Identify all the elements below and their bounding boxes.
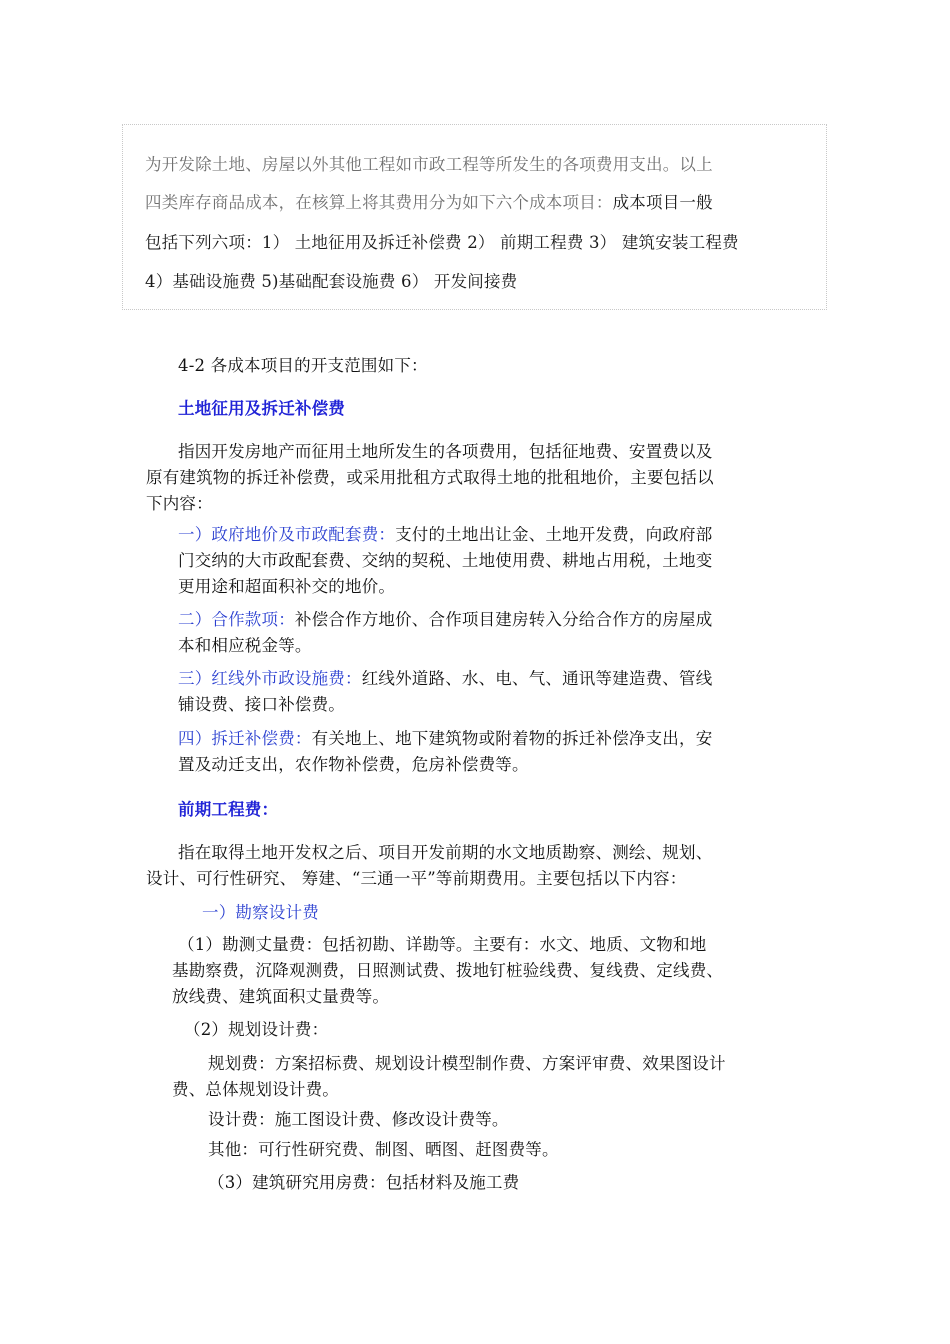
land-item-4-label: 四）拆迁补偿费： <box>178 729 312 748</box>
land-item-2-text: 补偿合作方地价、合作项目建房转入分给合作方的房屋成 <box>294 610 713 629</box>
land-para-line-1: 指因开发房地产而征用土地所发生的各项费用，包括征地费、安置费以及 <box>178 442 713 461</box>
land-item-4 <box>178 725 712 749</box>
land-item-2-label: 二）合作款项： <box>178 610 295 629</box>
land-item-1-line-2: 门交纳的大市政配套费、交纳的契税、土地使用费、耕地占用税，土地变 <box>178 551 713 570</box>
land-item-3-text: 红线外道路、水、电、气、通讯等建造费、管线 <box>361 669 713 688</box>
pre-s2: （2）规划设计费： <box>184 1020 329 1039</box>
intro-line-2a: 四类库存商品成本，在核算上将其费用分为如下六个成本项目： <box>145 193 613 212</box>
intro-line-4: 4）基础设施费 5)基础配套设施费 6） 开发间接费 <box>145 272 518 291</box>
land-item-3-line-2: 铺设费、接口补偿费。 <box>178 695 345 714</box>
land-item-4-line-2: 置及动迁支出，农作物补偿费，危房补偿费等。 <box>178 755 529 774</box>
intro-line-2b: 成本项目一般 <box>612 193 713 212</box>
pre-s2-a-line-2: 费、总体规划设计费。 <box>172 1080 339 1099</box>
land-item-1-label: 一）政府地价及市政配套费： <box>178 525 396 544</box>
pre-para-line-1: 指在取得土地开发权之后、项目开发前期的水文地质勘察、测绘、规划、 <box>178 843 713 862</box>
heading-pre: 前期工程费： <box>178 800 279 819</box>
land-item-1-line-3: 更用途和超面积补交的地价。 <box>178 577 396 596</box>
pre-s1-line-2: 基勘察费，沉降观测费，日照测试费、拨地钉桩验线费、复线费、定线费、 <box>172 961 724 980</box>
pre-s2-c: 其他：可行性研究费、制图、晒图、赶图费等。 <box>208 1140 559 1159</box>
land-item-1 <box>178 521 712 545</box>
pre-s3: （3）建筑研究用房费：包括材料及施工费 <box>208 1173 520 1192</box>
pre-s1-line-1: （1）勘测丈量费：包括初勘、详勘等。主要有：水文、地质、文物和地 <box>178 935 707 954</box>
pre-sub-1: 一）勘察设计费 <box>202 903 319 922</box>
intro-line-2 <box>145 189 713 213</box>
pre-s1-line-3: 放线费、建筑面积丈量费等。 <box>172 987 390 1006</box>
intro-text-box <box>122 124 827 310</box>
land-item-1-text: 支付的土地出让金、土地开发费，向政府部 <box>395 525 713 544</box>
land-item-2-line-2: 本和相应税金等。 <box>178 636 312 655</box>
heading-land: 土地征用及拆迁补偿费 <box>178 399 345 418</box>
land-para-line-3: 下内容： <box>146 494 213 513</box>
pre-para-line-2: 设计、可行性研究、 筹建、“三通一平”等前期费用。主要包括以下内容： <box>146 869 687 888</box>
section-intro: 4-2 各成本项目的开支范围如下： <box>178 356 428 375</box>
land-item-3 <box>178 665 712 689</box>
land-item-2 <box>178 606 712 630</box>
land-item-3-label: 三）红线外市政设施费： <box>178 669 362 688</box>
land-item-4-text: 有关地上、地下建筑物或附着物的拆迁补偿净支出，安 <box>311 729 713 748</box>
land-para-line-2: 原有建筑物的拆迁补偿费，或采用批租方式取得土地的批租地价，主要包括以 <box>146 468 714 487</box>
intro-line-3: 包括下列六项：1） 土地征用及拆迁补偿费 2） 前期工程费 3） 建筑安装工程费 <box>145 233 739 252</box>
pre-s2-b: 设计费：施工图设计费、修改设计费等。 <box>208 1110 509 1129</box>
intro-line-1: 为开发除土地、房屋以外其他工程如市政工程等所发生的各项费用支出。以上 <box>145 155 713 174</box>
pre-s2-a-line-1: 规划费：方案招标费、规划设计模型制作费、方案评审费、效果图设计 <box>208 1054 726 1073</box>
